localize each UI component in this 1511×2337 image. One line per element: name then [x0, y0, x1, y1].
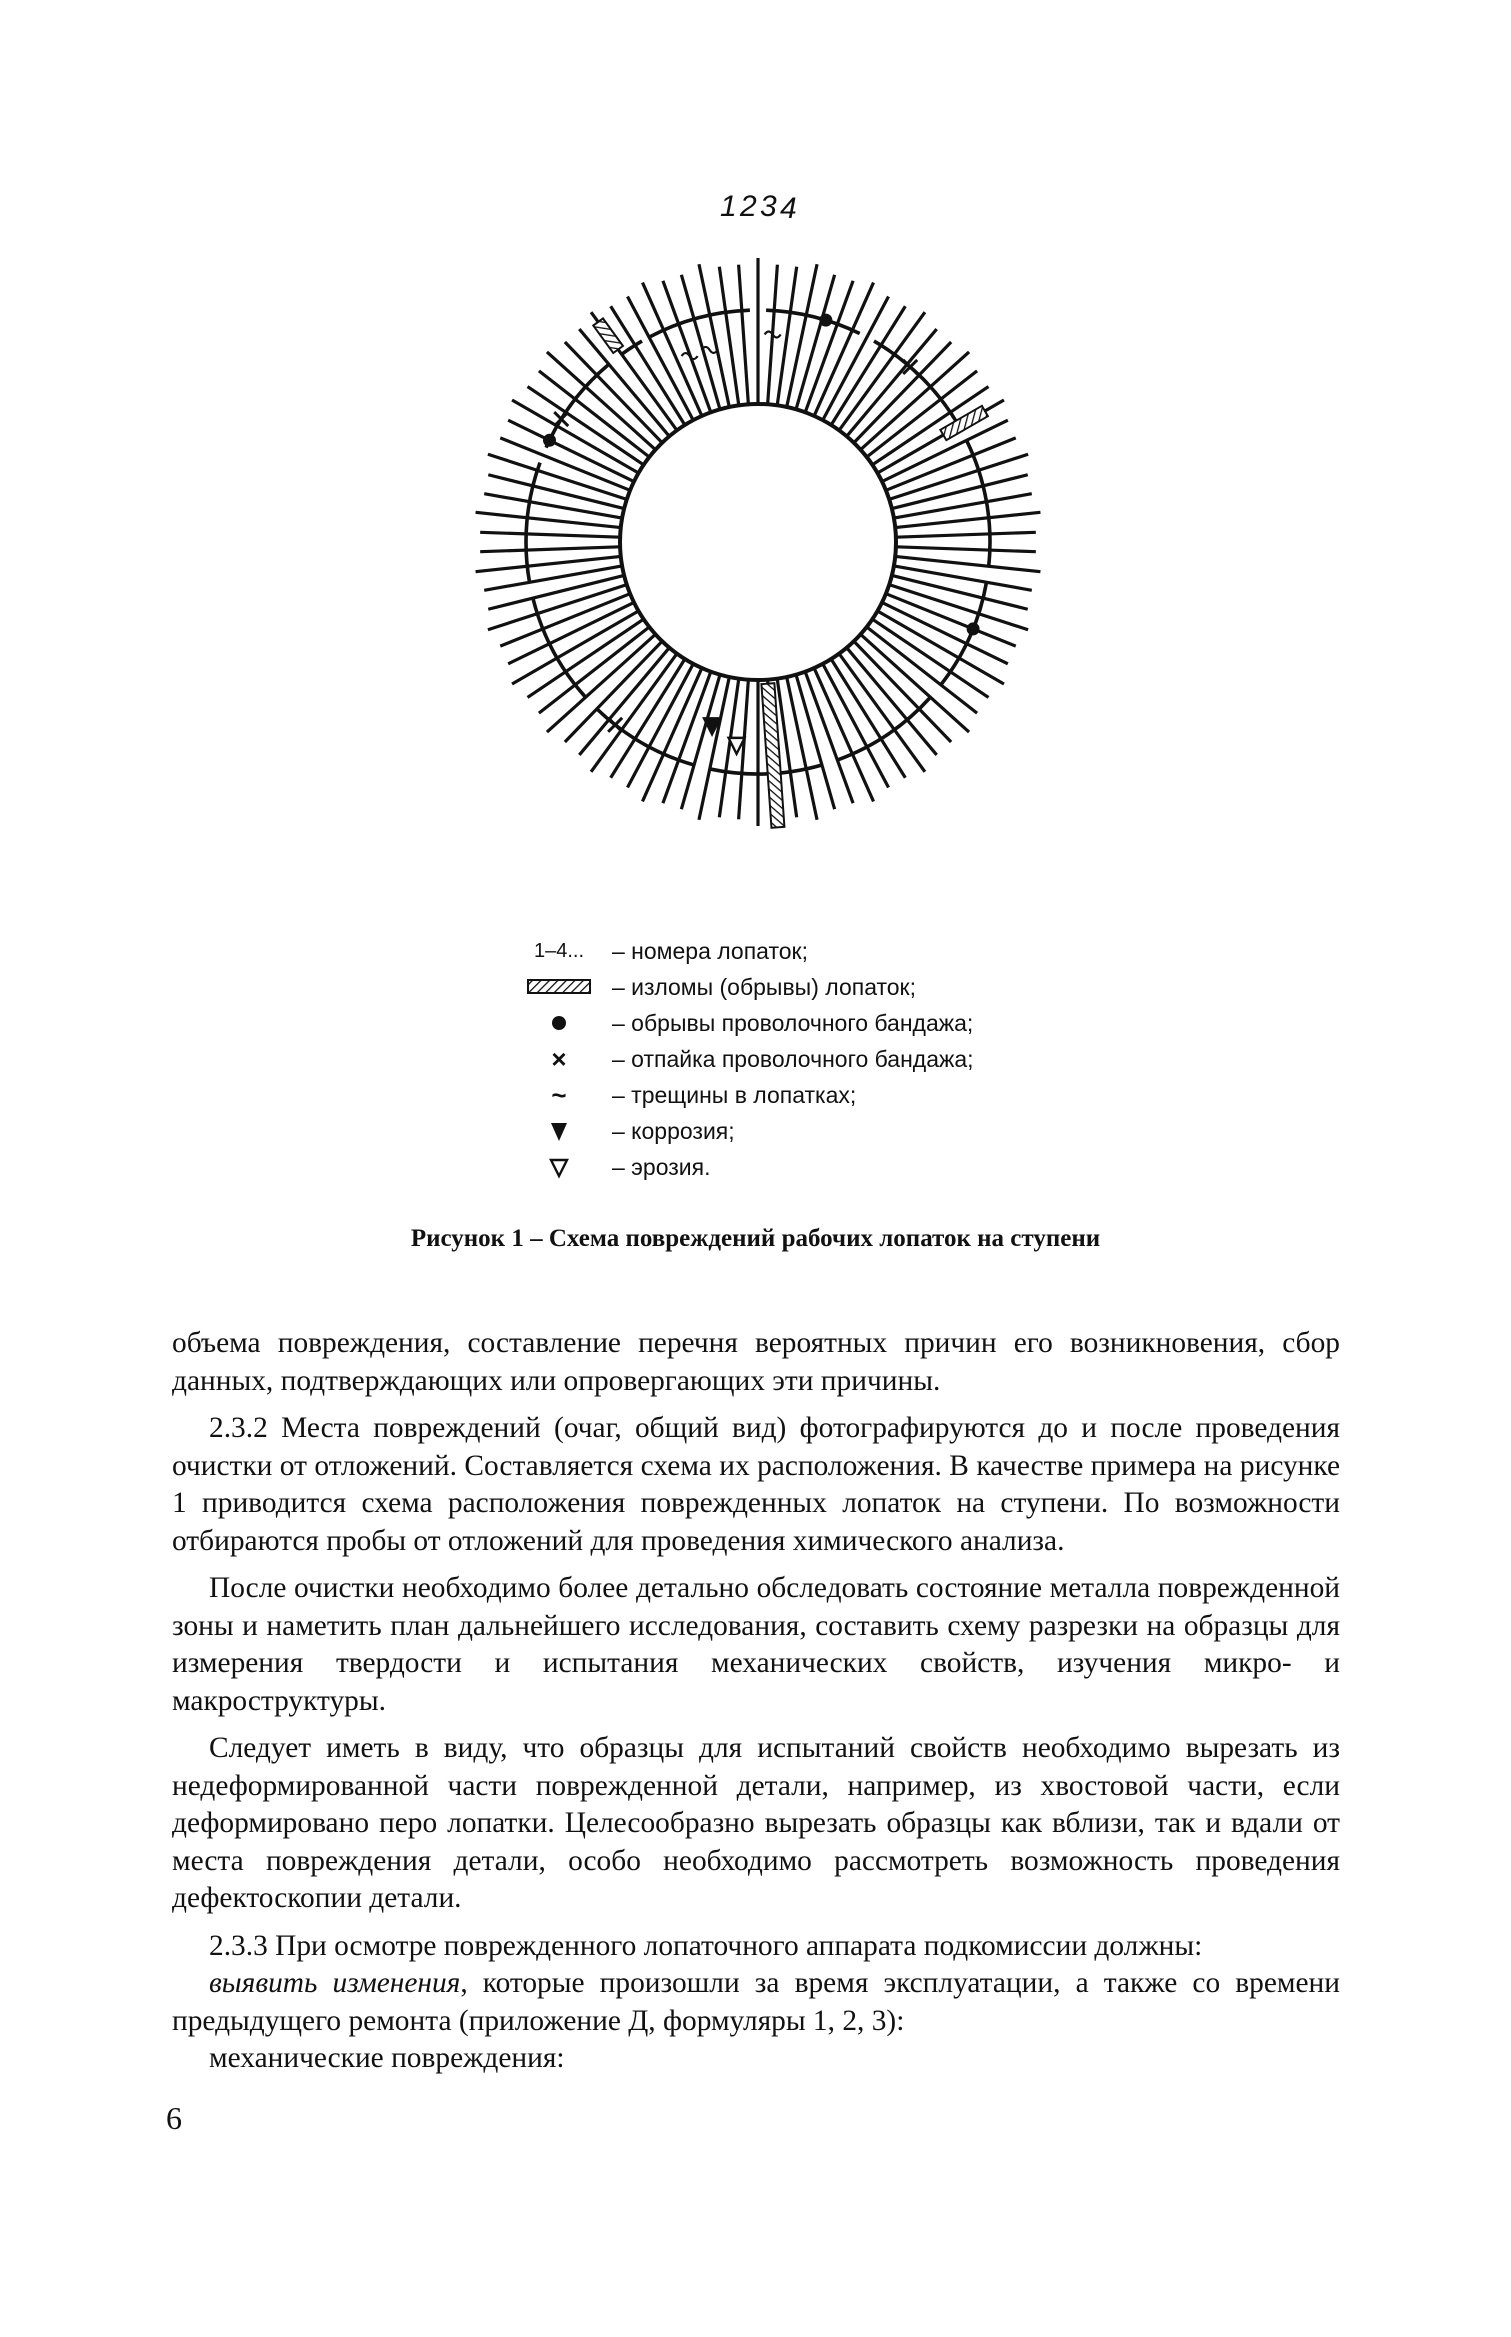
legend-text: – обрывы проволочного бандажа;: [612, 1010, 974, 1036]
blade-line: [739, 265, 749, 405]
blade-line: [512, 400, 638, 473]
blade-number-3: 3: [760, 190, 777, 223]
legend-text: – коррозия;: [612, 1118, 735, 1144]
fracture-mark: [593, 318, 623, 353]
shroud-break-mark: [543, 434, 556, 447]
page-number: 6: [166, 2100, 182, 2136]
blade-number-2: 2: [740, 190, 757, 223]
blade-number-4: 4: [780, 192, 797, 225]
blade-number-labels: [720, 190, 797, 225]
shroud-break-mark: [967, 622, 980, 635]
blade-line: [480, 547, 620, 552]
blade-line: [719, 267, 738, 406]
blade-line: [823, 664, 889, 788]
paragraph: 2.3.3 При осмотре поврежденного лопаточного аппарата подкомиссии должны:: [209, 1929, 1203, 1962]
rotor-hub-circle: [620, 404, 896, 680]
tilde-icon: ~: [551, 1080, 567, 1110]
legend-text: – изломы (обрывы) лопаток;: [612, 974, 916, 1000]
body-text: [172, 1325, 1340, 2078]
blade-line: [627, 664, 693, 788]
blade-line: [627, 297, 693, 421]
paragraph: [172, 1965, 1340, 2040]
shroud-arc: [766, 310, 860, 333]
legend-numbers-label: 1–4...: [533, 940, 585, 962]
paragraph: После очистки необходимо более детально обследовать состояние металла поврежденной зоны и наметить план дальнейшего исследования, составить схему разрезки на образцы для измерения твердости и испытания механических свойств, изучения микро- и макроструктуры.: [172, 1572, 1340, 1717]
legend-text: – трещины в лопатках;: [612, 1082, 857, 1108]
paragraph: объема повреждения, составление перечня вероятных причин его возникновения, сбор данных, подтверждающих или опровергающих эти причины.: [172, 1327, 1340, 1397]
blade-line: [896, 532, 1036, 537]
blade-line: [896, 547, 1036, 552]
shroud-break-mark: [819, 314, 832, 327]
filled-dot-icon: [520, 1007, 598, 1039]
hatched-bar-icon: [520, 971, 598, 1003]
legend-text: – эрозия.: [612, 1154, 711, 1180]
legend-text: – отпайка проволочного бандажа;: [612, 1046, 974, 1072]
blade-line: [823, 297, 889, 421]
blade-line: [480, 532, 620, 537]
shroud-unsolder-mark: [608, 718, 622, 732]
blade-line: [878, 611, 1004, 684]
cross-icon: ×: [551, 1044, 567, 1074]
paragraph: 2.3.2 Места повреждений (очаг, общий вид) фотографируются до и после проведения очистки от отложений. Составляется схема их расположения. В качестве примера на рисунке 1 приводится схема расположения поврежденных лопаток на ступени. По возможности отбираются пробы от отложений для проведения химического анализа.: [172, 1412, 1340, 1557]
blade-number-1: 1: [720, 190, 737, 223]
paragraph: механические повреждения:: [209, 2042, 565, 2074]
legend-text: – номера лопаток;: [612, 938, 808, 964]
figure-caption: Рисунок 1 – Схема повреждений рабочих лопаток на ступени: [410, 1225, 1101, 1252]
blade-line: [528, 387, 644, 465]
shroud-unsolder-mark: [554, 412, 568, 426]
hollow-triangle-down-icon: [520, 1151, 598, 1183]
paragraph: Следует иметь в виду, что образцы для испытаний свойств необходимо вырезать из недеформированной части поврежденной детали, например, из хвостовой части, если деформировано перо лопатки. Целесообразно вырезать образцы как вблизи, так и вдали от места повреждения детали, особо необходимо рассмотреть возможность проведения дефектоскопии детали.: [172, 1732, 1340, 1914]
blade-damage-diagram: [440, 180, 1080, 880]
paragraph-rest: , которые произошли за время эксплуатации, а также со времени предыдущего ремонта (приложение Д, формуляры 1, 2, 3):: [172, 1967, 1340, 2037]
filled-triangle-down-icon: [520, 1115, 598, 1147]
italic-emphasis: выявить изменения: [209, 1967, 461, 1999]
blade-line: [512, 611, 638, 684]
